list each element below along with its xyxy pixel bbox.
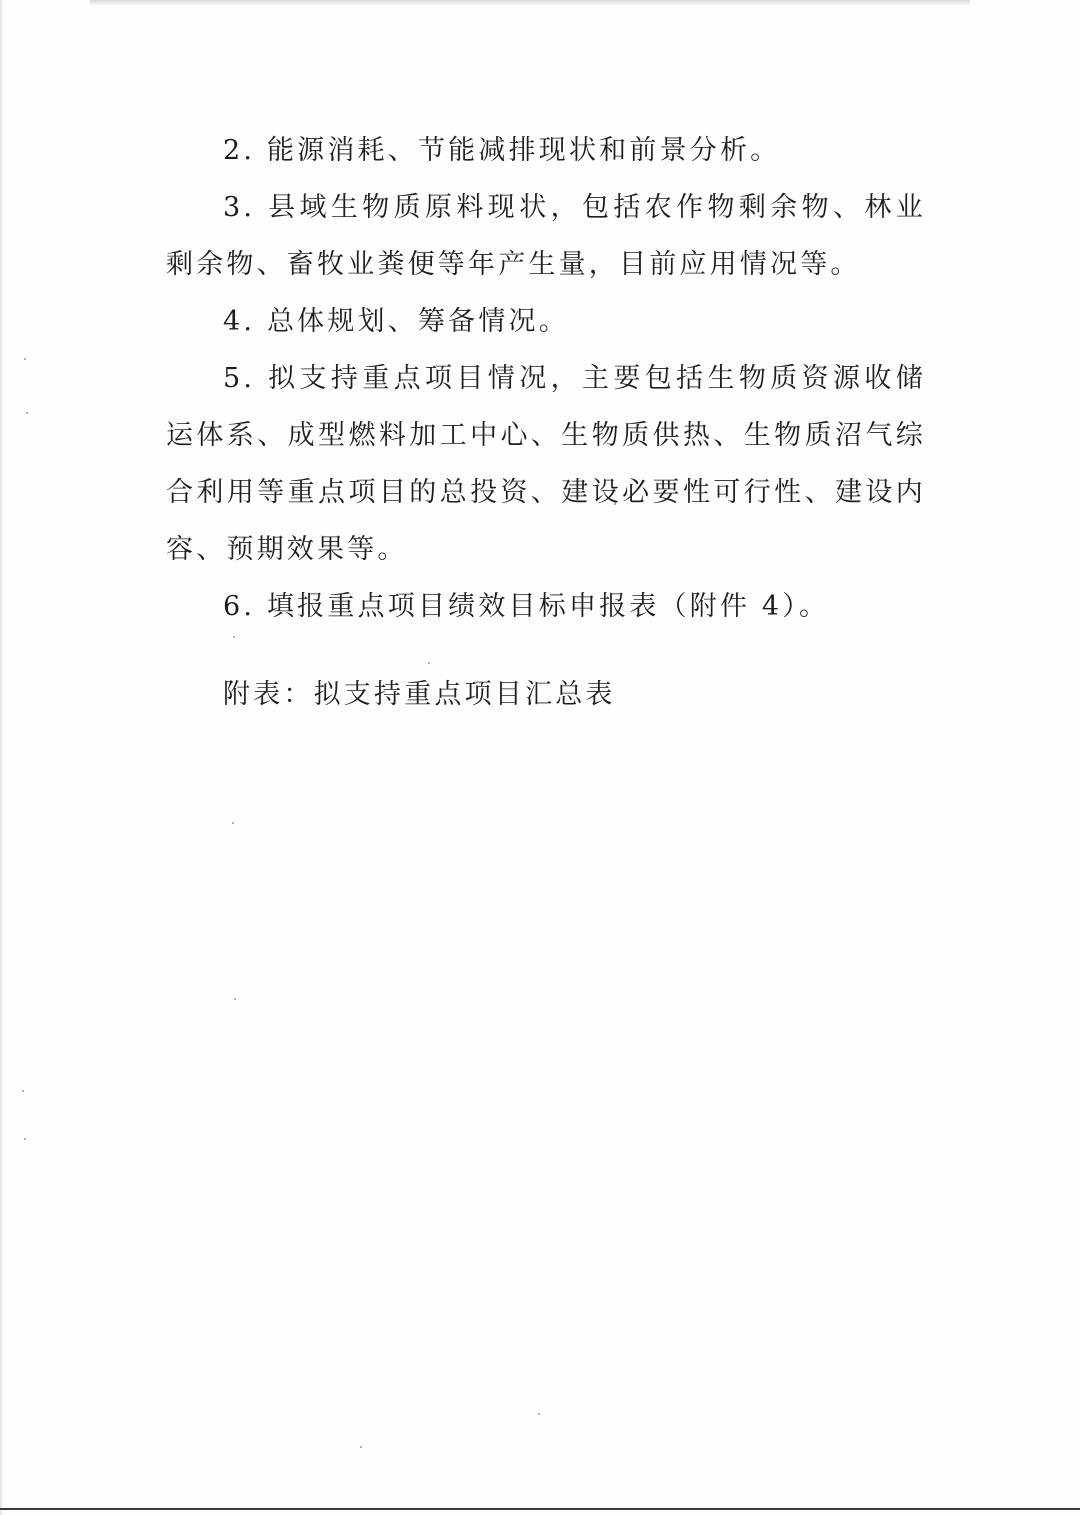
paragraph-item-5: 5. 拟支持重点项目情况，主要包括生物质资源收储运体系、成型燃料加工中心、生物质供热、生物质沼气综合利用等重点项目的总投资、建设必要性可行性、建设内容、预期效果等。 xyxy=(166,363,926,565)
scan-speck xyxy=(26,412,28,414)
paragraph-item-2: 2. 能源消耗、节能减排现状和前景分析。 xyxy=(223,135,781,166)
scan-speck xyxy=(233,636,235,638)
scan-speck xyxy=(232,822,234,824)
scan-bottom-edge xyxy=(0,1508,1080,1510)
scan-speck xyxy=(24,1138,26,1140)
scan-speck xyxy=(234,998,236,1000)
paragraph-item-3: 3. 县域生物质原料现状，包括农作物剩余物、林业剩余物、畜牧业粪便等年产生量，目前应用情况等。 xyxy=(166,192,926,280)
scan-speck xyxy=(22,1090,24,1092)
document-body xyxy=(166,122,926,635)
attachment-note: 附表：拟支持重点项目汇总表 xyxy=(223,679,616,710)
paragraph-item-4: 4. 总体规划、筹备情况。 xyxy=(223,306,569,337)
scan-left-edge xyxy=(0,0,3,1515)
scan-speck xyxy=(538,1413,540,1415)
scan-top-edge xyxy=(90,0,970,6)
scan-speck xyxy=(360,1446,362,1448)
scan-speck xyxy=(428,662,430,664)
paragraph-item-6: 6. 填报重点项目绩效目标申报表（附件 4）。 xyxy=(223,591,830,622)
scan-speck xyxy=(24,358,26,360)
